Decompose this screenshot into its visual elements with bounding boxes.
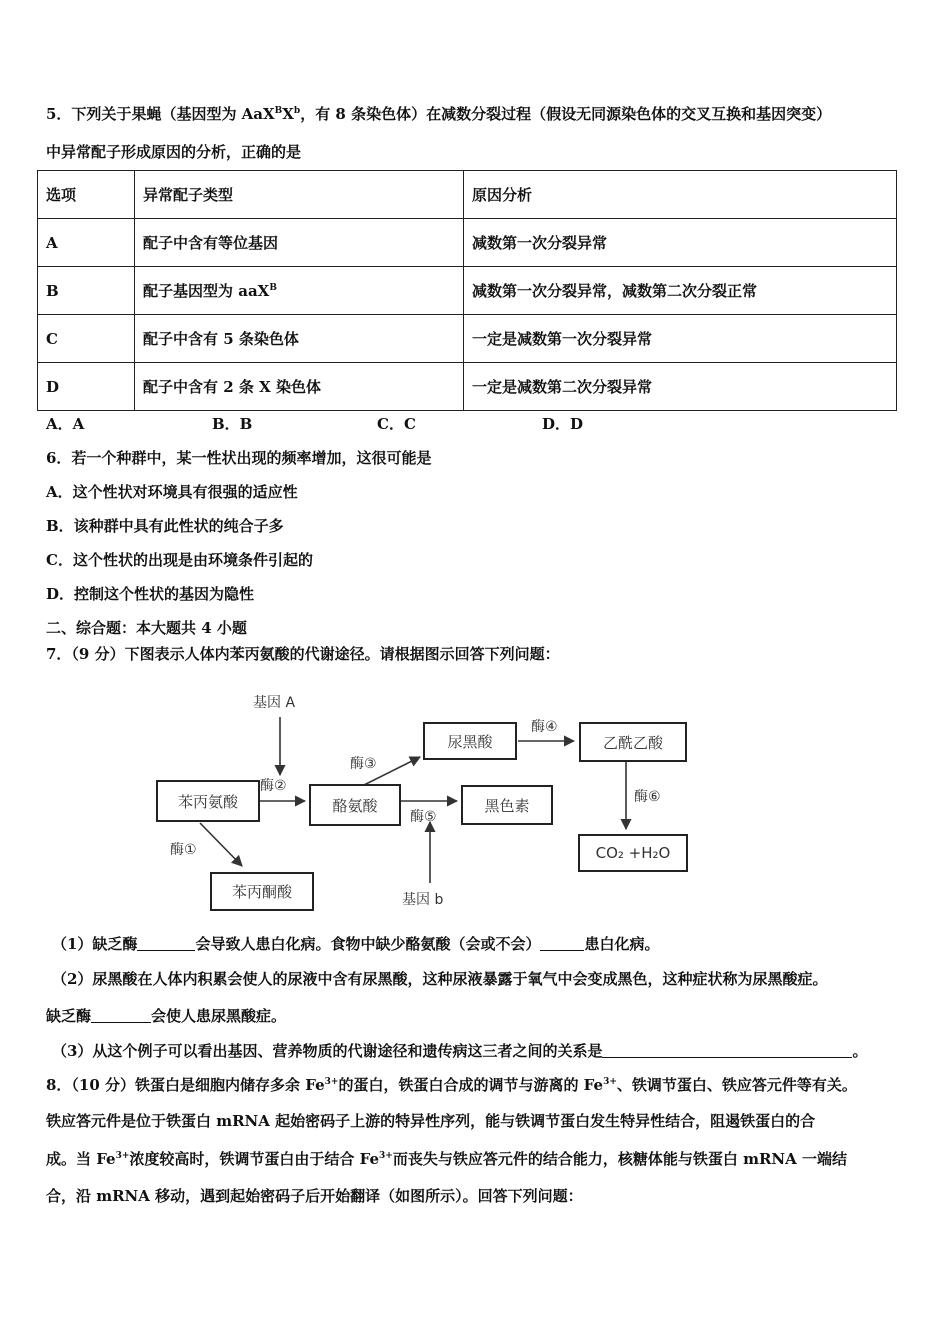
answer-blank[interactable] <box>91 1008 151 1023</box>
phenylalanine-box: 苯丙氨酸 <box>156 780 260 822</box>
q8-line1: 8．（10 分）铁蛋白是细胞内储存多余 $Fe^{3+}$的蛋白，铁蛋白合成的调节与游离的 $Fe^{3+}$、铁调节蛋白、铁应答元件等有关。 <box>46 1076 857 1094</box>
homogentisic-acid-box: 尿黑酸 <box>423 722 517 760</box>
q5-option-d[interactable]: D．D <box>542 415 584 433</box>
table-header-row <box>38 171 897 219</box>
row-reason: 一定是减数第一次分裂异常 <box>464 315 897 363</box>
enzyme-6-label: 酶⑥ <box>634 789 661 805</box>
gene-b-label: 基因 b <box>402 892 444 908</box>
table-row <box>38 315 897 363</box>
row-reason: 减数第一次分裂异常，减数第二次分裂正常 <box>464 267 897 315</box>
header-cell: 异常配子类型 <box>135 171 464 219</box>
q6-option-b[interactable]: B．该种群中具有此性状的纯合子多 <box>46 517 284 535</box>
enzyme-4-label: 酶④ <box>531 719 558 735</box>
table-row <box>38 267 897 315</box>
answer-blank[interactable] <box>602 1043 852 1058</box>
q6-stem: 6．若一个种群中，某一性状出现的频率增加，这很可能是 <box>46 449 432 467</box>
row-key: B <box>38 267 135 315</box>
row-key: C <box>38 315 135 363</box>
row-type: 配子中含有 5 条染色体 <box>135 315 464 363</box>
section-heading: 二、综合题：本大题共 4 小题 <box>46 619 247 637</box>
q7-part1: （1）缺乏酶 会导致人患白化病。食物中缺少酪氨酸（会或不会） 患白化病。 <box>52 935 660 953</box>
tyrosine-box: 酪氨酸 <box>309 784 401 826</box>
q6-option-a[interactable]: A．这个性状对环境具有很强的适应性 <box>46 483 298 501</box>
row-type: 配子基因型为 aaX$^B$ <box>135 267 464 315</box>
q5-stem-line1: 5．下列关于果蝇（基因型为 $AaX^BX^b$，有 8 条染色体）在减数分裂过程（假设无同源染色体的交叉互换和基因突变） <box>46 105 832 123</box>
enzyme-2-label: 酶② <box>260 778 287 794</box>
enzyme-3-label: 酶③ <box>350 756 377 772</box>
gene-a-label: 基因 A <box>253 695 296 711</box>
q8-line3: 成。当 $Fe^{3+}$浓度较高时，铁调节蛋白由于结合 $Fe^{3+}$而丧失与铁应答元件的结合能力，核糖体能与铁蛋白 mRNA 一端结 <box>46 1150 847 1168</box>
q6-option-d[interactable]: D．控制这个性状的基因为隐性 <box>46 585 255 603</box>
q5-table <box>37 170 897 411</box>
q8-line4: 合，沿 mRNA 移动，遇到起始密码子后开始翻译（如图所示）。回答下列问题： <box>46 1187 583 1205</box>
arrow-phe-ppa <box>200 823 242 866</box>
melanin-box: 黑色素 <box>461 785 553 825</box>
table-row <box>38 363 897 411</box>
answer-blank[interactable] <box>137 936 195 951</box>
header-cell: 选项 <box>38 171 135 219</box>
q6-option-c[interactable]: C．这个性状的出现是由环境条件引起的 <box>46 551 313 569</box>
table-row <box>38 219 897 267</box>
q8-line2: 铁应答元件是位于铁蛋白 mRNA 起始密码子上游的特异性序列，能与铁调节蛋白发生特异性结合，阻遏铁蛋白的合 <box>46 1112 816 1130</box>
q7-part2-line2: 缺乏酶 会使人患尿黑酸症。 <box>46 1007 287 1025</box>
q5-option-a[interactable]: A．A <box>46 415 85 433</box>
row-type: 配子中含有等位基因 <box>135 219 464 267</box>
acetoacetic-acid-box: 乙酰乙酸 <box>579 722 687 762</box>
row-type: 配子中含有 2 条 X 染色体 <box>135 363 464 411</box>
q7-part3: （3）从这个例子可以看出基因、营养物质的代谢途径和遗传病这三者之间的关系是 。 <box>52 1042 868 1060</box>
phenylpyruvic-acid-box: 苯丙酮酸 <box>210 872 314 911</box>
arrow-tyr-hga <box>362 757 420 786</box>
q5-option-c[interactable]: C．C <box>377 415 416 433</box>
enzyme-5-label: 酶⑤ <box>410 809 437 825</box>
answer-blank[interactable] <box>540 936 584 951</box>
row-key: A <box>38 219 135 267</box>
row-key: D <box>38 363 135 411</box>
co2-h2o-box: CO₂ +H₂O <box>578 834 688 872</box>
q7-stem: 7．（9 分）下图表示人体内苯丙氨酸的代谢途径。请根据图示回答下列问题： <box>46 645 560 663</box>
q5-stem-line2: 中异常配子形成原因的分析，正确的是 <box>46 143 302 161</box>
enzyme-1-label: 酶① <box>170 842 197 858</box>
q7-part2-line1: （2）尿黑酸在人体内积累会使人的尿液中含有尿黑酸，这种尿液暴露于氧气中会变成黑色，这种症状称为尿黑酸症。 <box>52 970 828 988</box>
row-reason: 一定是减数第二次分裂异常 <box>464 363 897 411</box>
row-reason: 减数第一次分裂异常 <box>464 219 897 267</box>
q5-option-b[interactable]: B．B <box>212 415 253 433</box>
header-cell: 原因分析 <box>464 171 897 219</box>
